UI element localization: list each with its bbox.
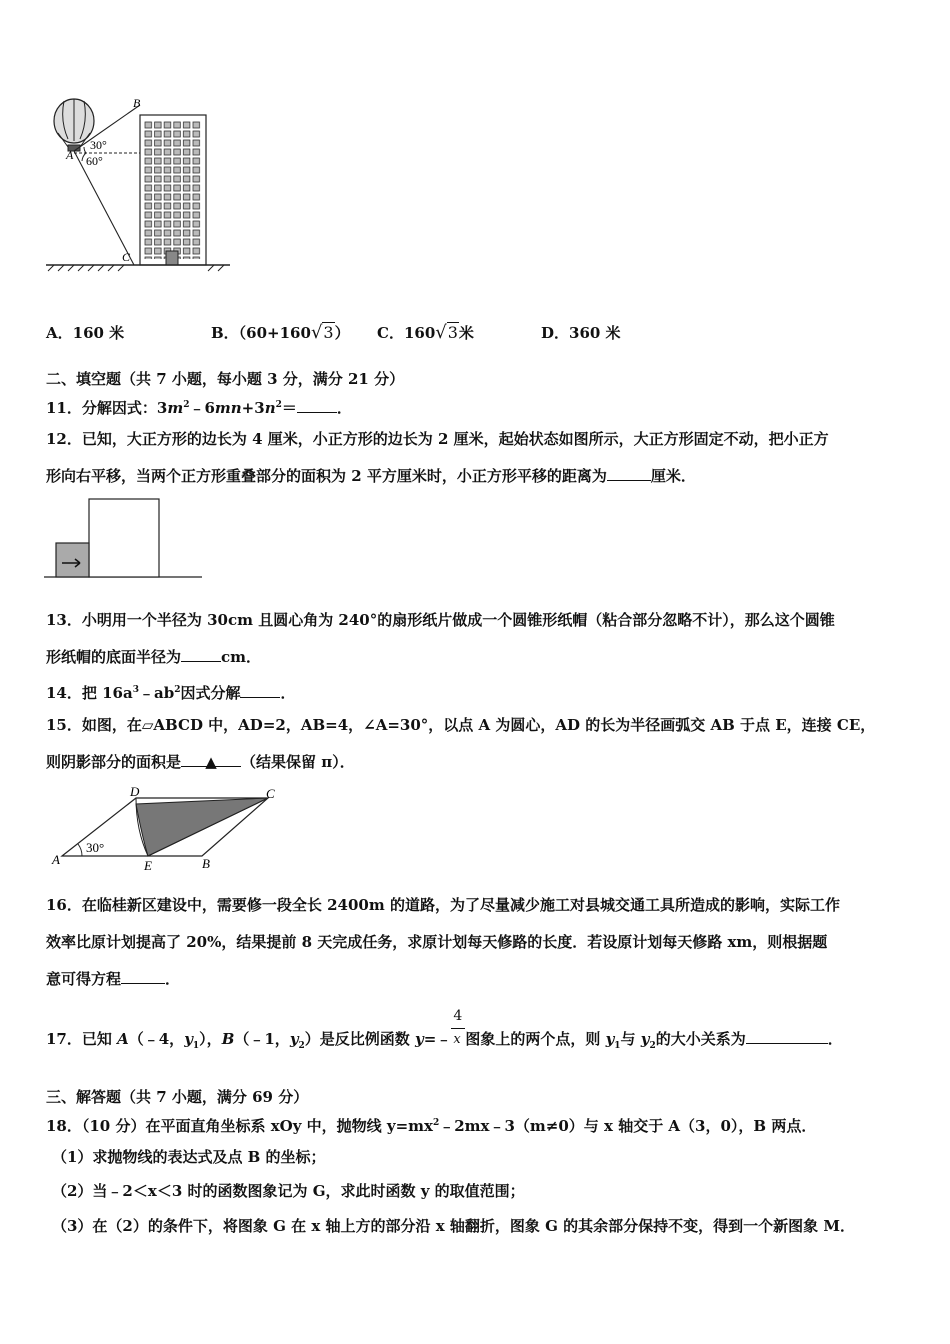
question-18-part3: （3）在（2）的条件下，将图象 G 在 x 轴上方的部分沿 x 轴翻折，图象 G 的其余部分保持不变，得到一个新图象 M． [52, 1217, 855, 1235]
question-16-line3 [46, 969, 180, 989]
q17-p2: ）， [199, 1030, 222, 1048]
q17-a: A [117, 1030, 129, 1048]
answer-blank [746, 1029, 828, 1044]
sqrt-symbol: √3 [310, 322, 334, 343]
option-a: A．160 米 [46, 324, 125, 342]
triangle-icon: ▲ [205, 753, 217, 771]
option-b [211, 322, 350, 343]
q11-plus: +3 [241, 399, 265, 417]
label-b: B [202, 856, 210, 871]
option-c-end: 米 [458, 324, 474, 342]
q13-end: cm． [221, 648, 262, 666]
question-12-line1: 12．已知，大正方形的边长为 4 厘米，小正方形的边长为 2 厘米，起始状态如图所示，大正方形固定不动，把小正方 [46, 430, 829, 448]
q11-sup1: 2 [183, 400, 190, 410]
section-3-heading: 三、解答题（共 7 小题，满分 69 分） [46, 1088, 309, 1106]
angle-60: 60° [86, 154, 103, 168]
angle-30: 30° [90, 138, 107, 152]
q17-with: 与 [620, 1030, 641, 1048]
large-square [89, 499, 159, 577]
question-18-heading [46, 1113, 816, 1136]
q17-y: y [415, 1030, 424, 1048]
q17-s2: 2 [298, 1041, 305, 1051]
q15-text: 则阴影部分的面积是 [46, 753, 182, 771]
q17-b: B [221, 1030, 235, 1048]
question-16-line2: 效率比原计划提高了 20%，结果提前 8 天完成任务，求原计划每天修路的长度．若设原计划每天修路 xm，则根据题 [46, 933, 828, 951]
option-c [377, 322, 474, 343]
label-c: C [122, 250, 131, 264]
q17-p4: ）是反比例函数 [304, 1030, 416, 1048]
q17-y1: y [184, 1030, 193, 1048]
q17-eq: =﹣ [423, 1030, 452, 1048]
q17-cs1: 1 [614, 1041, 621, 1051]
q18-head-post: ﹣2mx﹣3（m≠0）与 x 轴交于 A（3，0），B 两点． [439, 1117, 817, 1135]
question-16-line1: 16．在临桂新区建设中，需要修一段全长 2400m 的道路，为了尽量减少施工对县城交通工具所造成的影响，实际工作 [46, 896, 840, 914]
q12-text: 形向右平移，当两个正方形重叠部分的面积为 2 平方厘米时，小正方形平移的距离为 [46, 467, 607, 485]
q17-p1: （﹣4， [128, 1030, 185, 1048]
question-13-line1: 13．小明用一个半径为 30cm 且圆心角为 240°的扇形纸片做成一个圆锥形纸帽（粘合部分忽略不计），那么这个圆锥 [46, 611, 835, 629]
building [140, 115, 206, 265]
q14-post: 因式分解 [180, 684, 241, 702]
answer-blank [181, 647, 221, 662]
q17-p3: （﹣1， [234, 1030, 290, 1048]
q13-text: 形纸帽的底面半径为 [46, 648, 182, 666]
balloon-building-figure [40, 95, 230, 275]
parallelogram-figure [50, 786, 290, 876]
q11-mn: mn [214, 399, 242, 417]
question-12-line2 [46, 466, 696, 486]
hot-air-balloon-icon [54, 99, 94, 151]
label-b: B [133, 96, 141, 110]
q14-mid: ﹣ab [138, 684, 175, 702]
q16-text: 意可得方程 [46, 970, 122, 988]
question-15-line1: 15．如图，在▱ABCD 中，AD=2，AB=4，∠A=30°，以点 A 为圆心，AD 的长为半径画弧交 AB 于点 E，连接 CE， [46, 716, 876, 734]
question-15-line2 [46, 752, 355, 772]
q17-cs2: 2 [649, 1041, 656, 1051]
question-18-part2: （2）当﹣2＜x＜3 时的函数图象记为 G，求此时函数 y 的取值范围； [52, 1182, 525, 1200]
q15-end: （结果保留 π）． [241, 753, 355, 771]
fraction [451, 1008, 465, 1050]
answer-blank [240, 683, 280, 698]
q11-m: m [167, 399, 184, 417]
sqrt-radicand: 3 [447, 323, 458, 342]
label-c: C [266, 786, 275, 801]
answer-blank [297, 398, 337, 413]
option-b-end: ） [334, 324, 350, 342]
sqrt-symbol: √3 [435, 322, 458, 343]
q14-pre: 14．把 16a [46, 684, 133, 702]
option-c-text: C．160 [377, 324, 436, 342]
question-18-part1: （1）求抛物线的表达式及点 B 的坐标； [52, 1148, 326, 1166]
label-d: D [130, 784, 140, 799]
q17-p6: 的大小关系为 [655, 1030, 746, 1048]
fraction-numerator: 4 [453, 1008, 463, 1024]
q17-cy2: y [640, 1030, 650, 1048]
q17-y2: y [289, 1030, 299, 1048]
q18-head-pre: 18．（10 分）在平面直角坐标系 xOy 中，抛物线 y=mx [46, 1117, 433, 1135]
label-a: A [66, 148, 74, 162]
q11-eq: ＝ [281, 399, 297, 417]
q17-cy1: y [605, 1030, 615, 1048]
question-11 [46, 395, 352, 418]
small-square [56, 543, 89, 577]
label-a: A [52, 852, 60, 867]
label-e: E [144, 858, 152, 873]
q11-pre: 11．分解因式：3 [46, 399, 168, 417]
q11-n: n [264, 399, 276, 417]
q17-s1: 1 [192, 1041, 200, 1051]
section-2-heading: 二、填空题（共 7 小题，每小题 3 分，满分 21 分） [46, 370, 405, 388]
sqrt-radicand: 3 [323, 323, 334, 342]
answer-blank-triangle [181, 752, 241, 771]
q18-head-sup: 2 [432, 1118, 440, 1128]
answer-blank [121, 969, 165, 984]
q11-sup2: 2 [275, 400, 282, 410]
answer-blank [607, 466, 651, 481]
option-d: D．360 米 [541, 324, 621, 342]
q17-p5: 图象上的两个点，则 [465, 1030, 606, 1048]
q17-pre: 17．已知 [46, 1030, 118, 1048]
angle-30: 30° [86, 840, 105, 855]
q14-sup1: 3 [132, 685, 139, 695]
question-14 [46, 680, 295, 703]
question-13-line2 [46, 647, 261, 667]
option-b-text: B．（60+160 [211, 324, 311, 342]
fraction-denominator: x [453, 1032, 461, 1047]
q14-sup2: 2 [174, 685, 181, 695]
q11-end: ． [336, 399, 352, 417]
question-17 [46, 1008, 843, 1056]
q14-end: ． [280, 684, 296, 702]
q16-end: ． [165, 970, 181, 988]
q17-end: ． [827, 1030, 843, 1048]
q11-mid: ﹣6 [189, 399, 215, 417]
q12-end: 厘米． [650, 467, 696, 485]
squares-figure [44, 495, 204, 585]
